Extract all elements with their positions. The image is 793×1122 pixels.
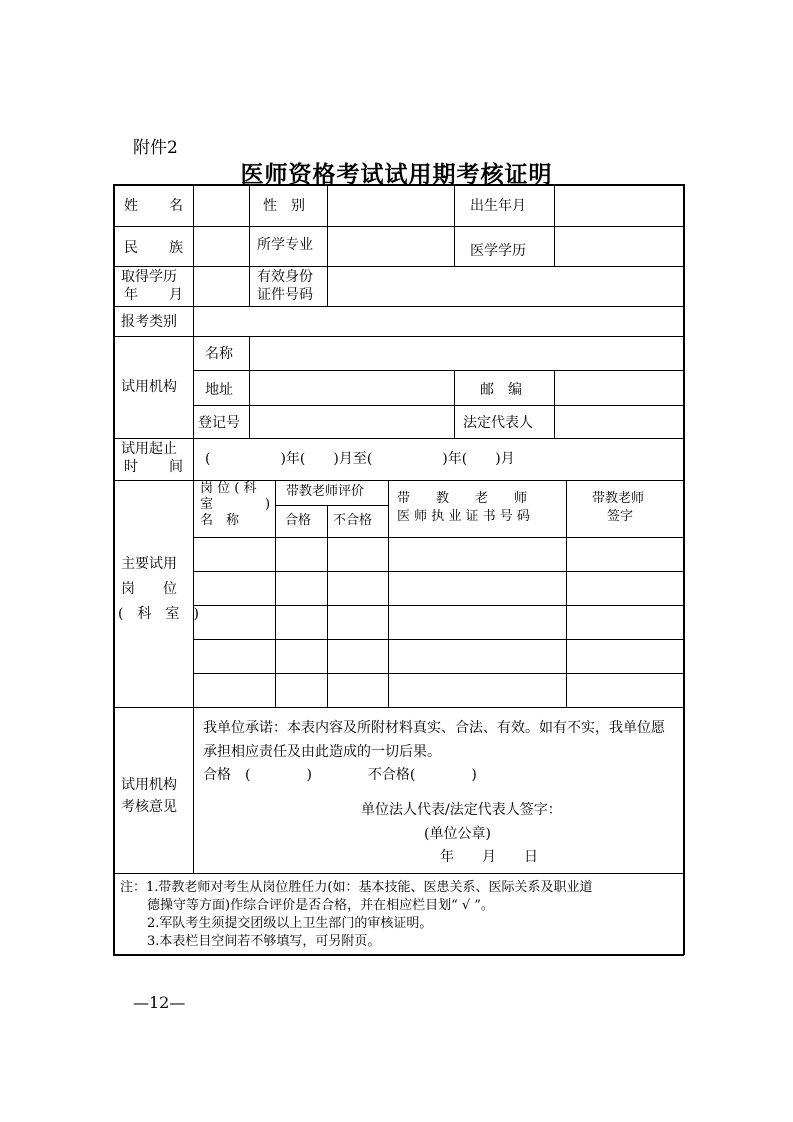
period-label-line1: 试用起止 (121, 441, 177, 457)
attachment-label: 附件2 (133, 138, 178, 158)
posts-label-line3: ( 科 室 ) (118, 606, 199, 622)
legal-rep-signature-label: 单位法人代表/法定代表人签字： (361, 802, 562, 818)
ethnicity-label: 民 族 (124, 240, 184, 256)
opinion-label-line2: 考核意见 (121, 799, 177, 815)
note-2: 2.军队考生须提交团级以上卫生部门的审核证明。 (147, 916, 433, 931)
registration-number-label: 登记号 (198, 415, 240, 431)
col-cert-line1: 带 教 老 师 (397, 491, 528, 506)
id-label-line2: 证件号码 (257, 287, 313, 303)
period-label-line2: 时 间 (124, 459, 184, 475)
major-label: 所学专业 (257, 237, 313, 253)
period-range: ( )年( )月至( )年( )月 (205, 451, 515, 467)
col-pass: 合格 (285, 513, 312, 528)
col-cert-line2: 医 师 执 业 证 书 号 码 (397, 509, 530, 524)
col-signature-line1: 带教老师 (592, 491, 645, 506)
postcode-label: 邮 编 (480, 382, 522, 398)
col-signature-line2: 签字 (607, 509, 634, 524)
posts-label-line1: 主要试用 (121, 556, 177, 572)
document-title: 医师资格考试试用期考核证明 (240, 162, 553, 188)
col-post-line2: 室 ) (200, 497, 271, 512)
gender-label: 性 别 (263, 198, 305, 214)
col-fail: 不合格 (333, 513, 373, 528)
page-number: —12— (133, 993, 186, 1012)
assessment-result: 合格 ( ) 不合格( ) (203, 767, 477, 783)
medical-degree-label: 医学学历 (470, 243, 526, 259)
col-teacher-evaluation: 带教老师评价 (286, 484, 365, 499)
note-3: 3.本表栏目空间若不够填写，可另附页。 (147, 934, 381, 949)
commitment-statement: 我单位承诺：本表内容及所附材料真实、合法、有效。如有不实，我单位愿承担相应责任及由此造成的一切后果。 (203, 720, 665, 760)
opinion-date-label: 年 月 日 (440, 849, 538, 865)
name-label: 姓 名 (124, 198, 184, 214)
col-post-line1: 岗 位 ( 科 (200, 481, 257, 496)
institution-address-label: 地址 (205, 382, 233, 398)
unit-seal-label: (单位公章) (424, 826, 491, 842)
birth-date-label: 出生年月 (470, 198, 526, 214)
posts-label-line2: 岗 位 (121, 581, 177, 597)
degree-date-label-line2: 年 月 (124, 287, 184, 303)
col-post-line3: 名 称 (200, 513, 240, 528)
note-1-line2: 德操守等方面)作综合评价是否合格，并在相应栏目划“ √ ”。 (147, 898, 494, 913)
institution-label: 试用机构 (121, 379, 177, 395)
note-1-line1: 注：1.带教老师对考生从岗位胜任力(如：基本技能、医患关系、医际关系及职业道 (120, 880, 593, 895)
opinion-label-line1: 试用机构 (121, 777, 177, 793)
legal-representative-label: 法定代表人 (463, 415, 533, 431)
exam-category-label: 报考类别 (121, 314, 177, 330)
id-label-line1: 有效身份 (257, 269, 313, 285)
institution-name-label: 名称 (205, 346, 233, 362)
degree-date-label-line1: 取得学历 (121, 269, 177, 285)
